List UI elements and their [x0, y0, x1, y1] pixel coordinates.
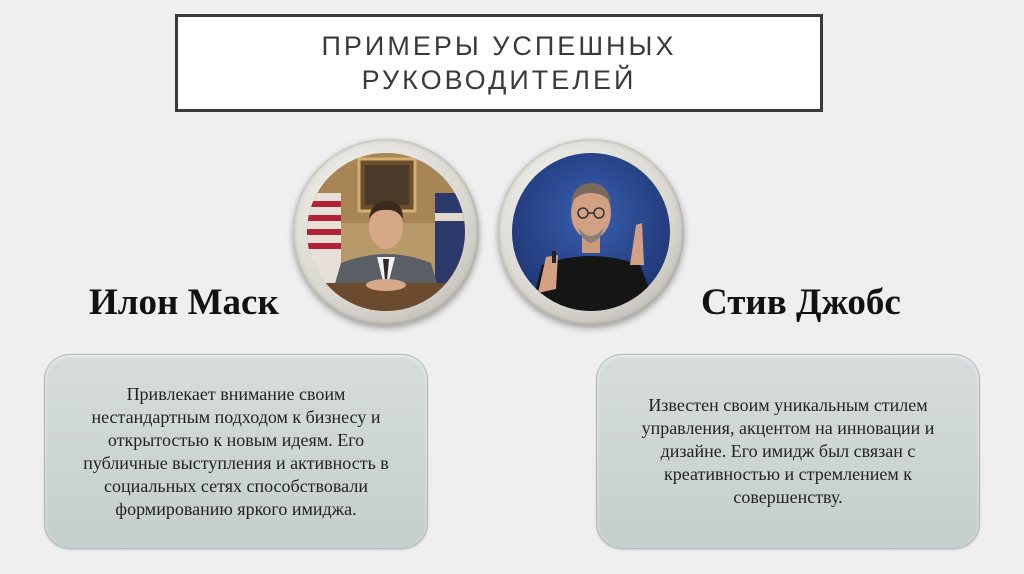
slide-title: ПРИМЕРЫ УСПЕШНЫХ РУКОВОДИТЕЛЕЙ	[321, 31, 677, 95]
steve-jobs-photo-illustration	[512, 153, 670, 311]
description-card-elon-musk	[44, 354, 428, 549]
description-text-elon-musk: Привлекает внимание своим нестандартным подходом к бизнесу и открытостью к новым идеям. Его публичные выступления и активность в социальных сетях способствовали формированию яркого имиджа.	[83, 383, 389, 519]
photo-elon-musk	[307, 153, 465, 311]
portrait-elon-musk	[293, 139, 479, 325]
elon-musk-photo-illustration	[307, 153, 465, 311]
description-card-steve-jobs	[596, 354, 980, 549]
portrait-steve-jobs	[498, 139, 684, 325]
title-box	[175, 14, 823, 112]
leader-name-elon-musk: Илон Маск	[89, 282, 279, 323]
leader-name-steve-jobs: Стив Джобс	[701, 282, 901, 323]
description-text-steve-jobs: Известен своим уникальным стилем управления, акцентом на инновации и дизайне. Его имидж был связан с креативностью и стремлением к совершенству.	[641, 395, 935, 507]
photo-steve-jobs	[512, 153, 670, 311]
